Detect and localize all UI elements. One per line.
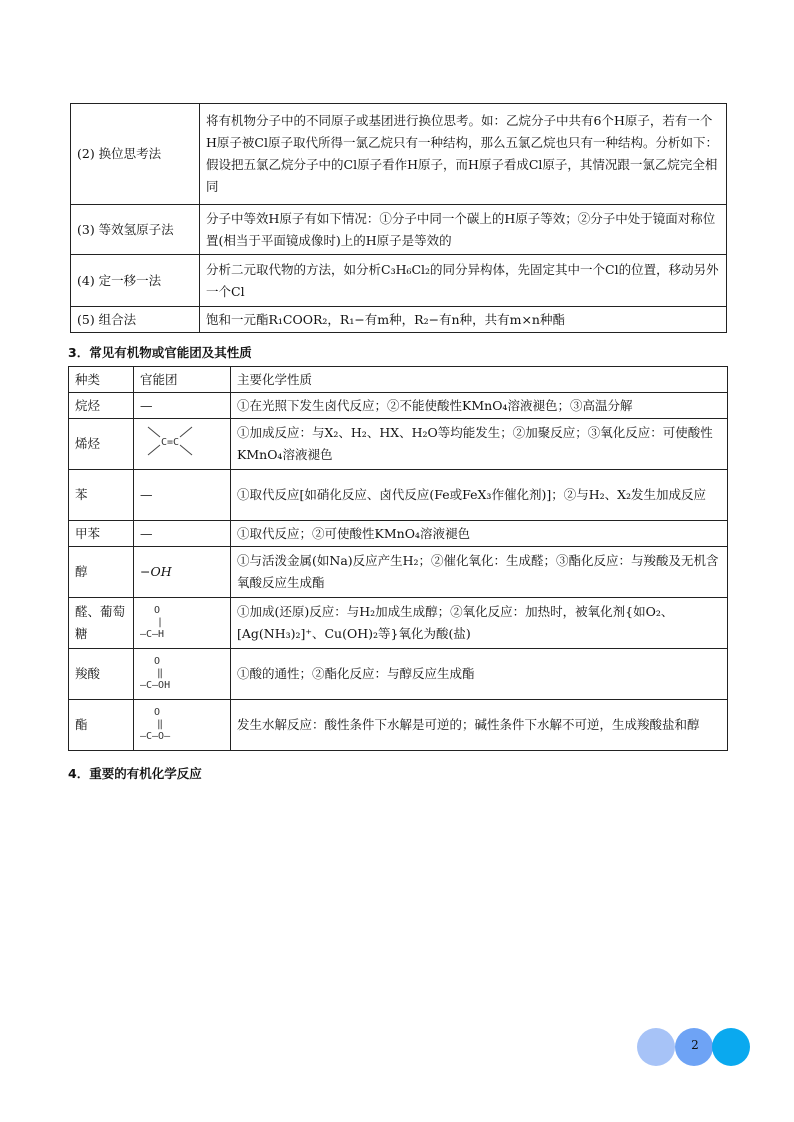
method-description: 分子中等效H原子有如下情况：①分子中同一个碳上的H原子等效；②分子中处于镜面对称位置(相当于平面镜成像时)上的H原子是等效的 bbox=[200, 205, 727, 255]
page-decoration-circle-left bbox=[637, 1028, 675, 1066]
kind-cell: 醛、葡萄糖 bbox=[69, 598, 134, 649]
ester-chain: —C—O— bbox=[140, 731, 171, 742]
kind-cell: 烯烃 bbox=[69, 419, 134, 470]
group-cell: −OH bbox=[134, 547, 231, 598]
table-row bbox=[69, 521, 728, 547]
method-name: (2) 换位思考法 bbox=[71, 104, 200, 205]
group-cell: — bbox=[134, 393, 231, 419]
carboxyl-chain: —C—OH bbox=[140, 680, 171, 691]
group-cell: — bbox=[134, 521, 231, 547]
section-heading: 4．重要的有机化学反应 bbox=[68, 766, 202, 781]
section-heading: 3．常见有机物或官能团及其性质 bbox=[68, 345, 252, 360]
table-row bbox=[71, 255, 727, 307]
table-row bbox=[69, 393, 728, 419]
ester-oxygen: O bbox=[154, 707, 161, 718]
props-cell: ①取代反应；②可使酸性KMnO₄溶液褪色 bbox=[231, 521, 728, 547]
table-row bbox=[69, 700, 728, 751]
alkene-structure-icon bbox=[140, 421, 200, 461]
aldehyde-structure: O | —C—H bbox=[134, 598, 231, 649]
method-name: (4) 定一移一法 bbox=[71, 255, 200, 307]
props-cell: ①加成(还原)反应：与H₂加成生成醇；②氧化反应：加热时，被氧化剂{如O₂、[Ag(NH₃)₂]⁺、Cu(OH)₂等}氧化为酸(盐) bbox=[231, 598, 728, 649]
header-kind: 种类 bbox=[69, 367, 134, 393]
page-number: 2 bbox=[691, 1038, 699, 1052]
table-row bbox=[69, 649, 728, 700]
carboxyl-structure: O ‖ —C—OH bbox=[134, 649, 231, 700]
alkene-structure bbox=[134, 419, 231, 470]
table-row bbox=[71, 205, 727, 255]
organic-properties-table bbox=[68, 366, 728, 751]
kind-cell: 甲苯 bbox=[69, 521, 134, 547]
props-cell: ①取代反应[如硝化反应、卤代反应(Fe或FeX₃作催化剂)]；②与H₂、X₂发生加成反应 bbox=[231, 470, 728, 521]
table-row bbox=[71, 104, 727, 205]
kind-cell: 苯 bbox=[69, 470, 134, 521]
page-decoration-circle-right bbox=[712, 1028, 750, 1066]
kind-cell: 羧酸 bbox=[69, 649, 134, 700]
method-description: 分析二元取代物的方法，如分析C₃H₆Cl₂的同分异构体，先固定其中一个Cl的位置，移动另外一个Cl bbox=[200, 255, 727, 307]
aldehyde-chain: —C—H bbox=[140, 629, 165, 640]
kind-cell: 醇 bbox=[69, 547, 134, 598]
method-description: 将有机物分子中的不同原子或基团进行换位思考。如：乙烷分子中共有6个H原子，若有一个H原子被Cl原子取代所得一氯乙烷只有一种结构，那么五氯乙烷也只有一种结构。分析如下：假设把五氯乙烷分子中的Cl原子看作H原子，而H原子看成Cl原子，其情况跟一氯乙烷完全相同 bbox=[200, 104, 727, 205]
table-row bbox=[71, 307, 727, 333]
table-row bbox=[69, 419, 728, 470]
ester-structure: O ‖ —C—O— bbox=[134, 700, 231, 751]
props-cell: ①在光照下发生卤代反应；②不能使酸性KMnO₄溶液褪色；③高温分解 bbox=[231, 393, 728, 419]
kind-cell: 烷烃 bbox=[69, 393, 134, 419]
header-props: 主要化学性质 bbox=[231, 367, 728, 393]
table-row bbox=[69, 547, 728, 598]
kind-cell: 酯 bbox=[69, 700, 134, 751]
table-header-row bbox=[69, 367, 728, 393]
group-cell: — bbox=[134, 470, 231, 521]
aldehyde-oxygen: O bbox=[154, 605, 161, 616]
table-row bbox=[69, 598, 728, 649]
alkene-formula: C=C bbox=[160, 436, 180, 448]
props-cell: 发生水解反应：酸性条件下水解是可逆的；碱性条件下水解不可逆，生成羧酸盐和醇 bbox=[231, 700, 728, 751]
props-cell: ①与活泼金属(如Na)反应产生H₂；②催化氧化：生成醛；③酯化反应：与羧酸及无机含氧酸反应生成酯 bbox=[231, 547, 728, 598]
table-row bbox=[69, 470, 728, 521]
method-name: (5) 组合法 bbox=[71, 307, 200, 333]
header-group: 官能团 bbox=[134, 367, 231, 393]
props-cell: ①加成反应：与X₂、H₂、HX、H₂O等均能发生；②加聚反应；③氧化反应：可使酸性KMnO₄溶液褪色 bbox=[231, 419, 728, 470]
props-cell: ①酸的通性；②酯化反应：与醇反应生成酯 bbox=[231, 649, 728, 700]
carboxyl-oxygen: O bbox=[154, 656, 161, 667]
method-description: 饱和一元酯R₁COOR₂，R₁−有m种，R₂−有n种，共有m×n种酯 bbox=[200, 307, 727, 333]
isomer-methods-table bbox=[70, 103, 727, 333]
method-name: (3) 等效氢原子法 bbox=[71, 205, 200, 255]
